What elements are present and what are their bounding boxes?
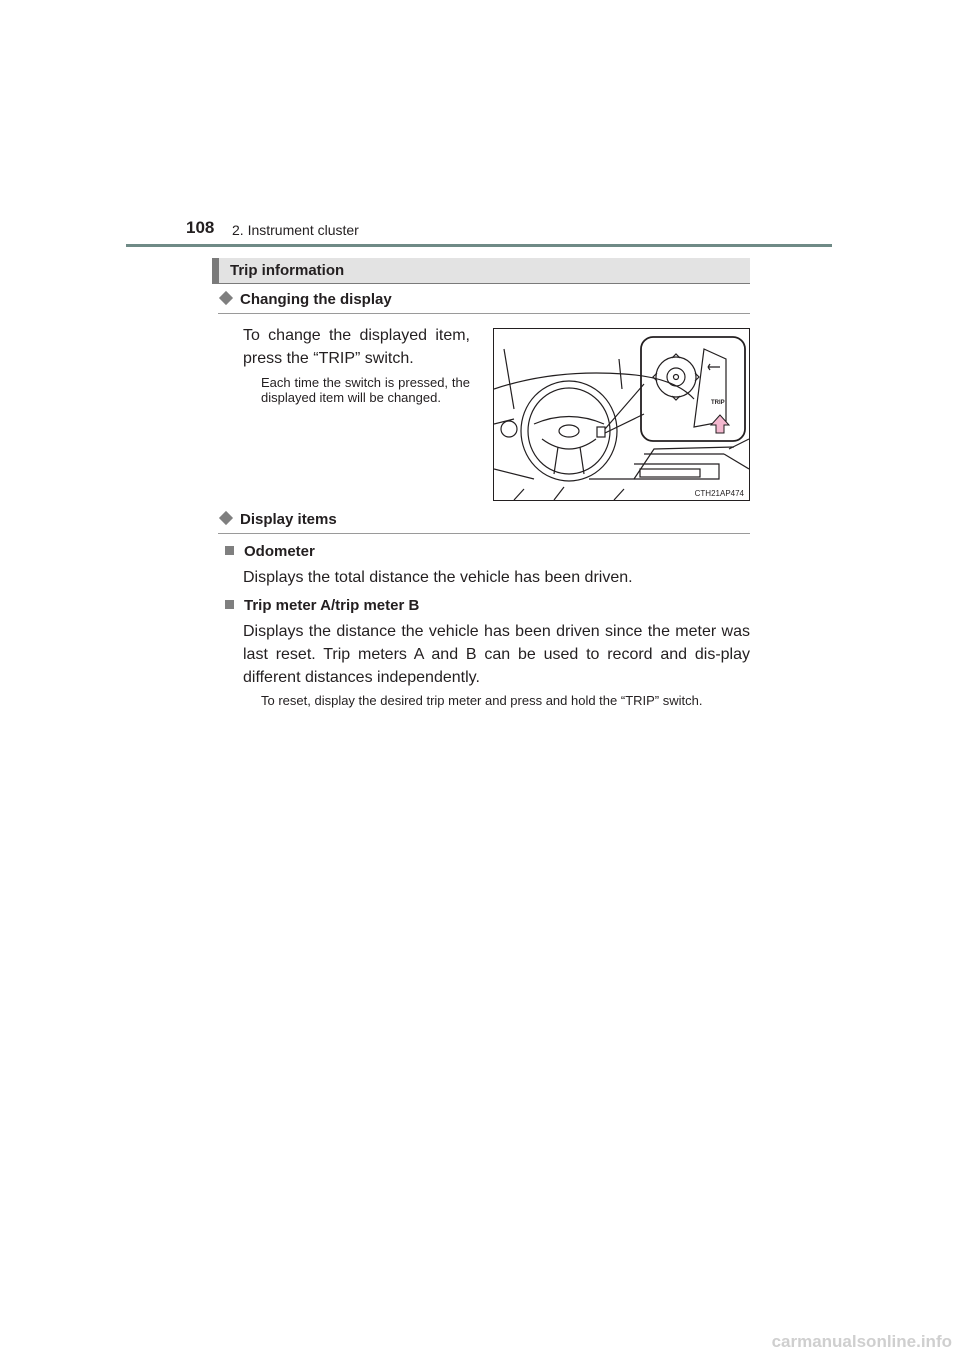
display-items-heading: Display items — [218, 511, 337, 528]
square-bullet-icon — [225, 546, 234, 555]
changing-display-heading: Changing the display — [218, 291, 392, 308]
diamond-bullet-icon — [219, 291, 233, 305]
steering-wheel-illustration — [493, 328, 750, 501]
trip-meter-description: Displays the distance the vehicle has been driven since the meter was last reset. Trip meters A and B can be used to record and dis-play different distances independently. — [243, 623, 750, 686]
section-header — [212, 258, 750, 284]
square-bullet-icon — [225, 600, 234, 609]
trip-switch-label: TRIP — [711, 400, 725, 406]
header-rule — [126, 244, 832, 247]
subheading-rule — [218, 313, 750, 314]
watermark: carmanualsonline.info — [771, 1332, 952, 1351]
trip-meter-heading: Trip meter A/trip meter B — [225, 597, 419, 614]
chapter-title: 2. Instrument cluster — [232, 222, 359, 238]
odometer-description: Displays the total distance the vehicle has been driven. — [243, 569, 633, 586]
odometer-heading: Odometer — [225, 543, 315, 560]
section-title: Trip information — [230, 262, 345, 279]
subheading-rule — [218, 533, 750, 534]
page-number: 108 — [186, 218, 215, 237]
instruction-text: To change the displayed item, press the “TRIP” switch. — [243, 327, 470, 367]
instruction-note: Each time the switch is pressed, the displayed item will be changed. — [261, 375, 470, 405]
figure-code: CTH21AP474 — [694, 489, 744, 498]
trip-meter-note: To reset, display the desired trip meter and press and hold the “TRIP” switch. — [261, 693, 703, 708]
steering-wheel-drawing — [494, 329, 749, 500]
diamond-bullet-icon — [219, 511, 233, 525]
